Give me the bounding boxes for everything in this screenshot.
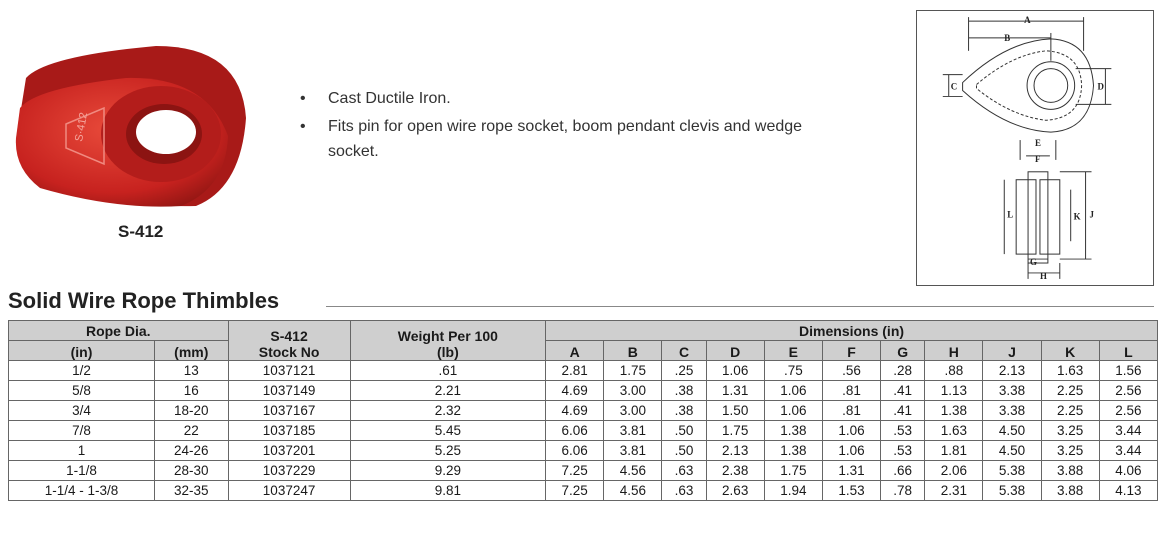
table-cell: 3.25: [1041, 421, 1099, 441]
table-cell: 1037229: [228, 461, 350, 481]
bullet-icon: •: [300, 90, 306, 107]
table-cell: 1.53: [822, 481, 880, 501]
table-cell: .50: [662, 441, 706, 461]
header-dim-e: E: [764, 341, 822, 361]
header-rope-dia: Rope Dia.: [9, 321, 229, 341]
table-cell: .41: [881, 381, 925, 401]
table-cell: 3.44: [1099, 421, 1157, 441]
table-cell: 2.06: [925, 461, 983, 481]
table-cell: 1.06: [764, 381, 822, 401]
diagram-label-b: B: [1004, 32, 1011, 43]
table-cell: 7.25: [546, 481, 604, 501]
table-cell: 1037149: [228, 381, 350, 401]
table-cell: 1.06: [822, 421, 880, 441]
table-cell: 1.38: [925, 401, 983, 421]
table-row: [9, 461, 1158, 481]
diagram-label-k: K: [1073, 211, 1081, 222]
table-cell: 6.06: [546, 441, 604, 461]
diagram-label-e: E: [1035, 138, 1041, 149]
header-dim-a: A: [546, 341, 604, 361]
table-cell: 2.81: [546, 361, 604, 381]
table-cell: 9.81: [350, 481, 545, 501]
table-cell: 5.25: [350, 441, 545, 461]
table-row: [9, 441, 1158, 461]
diagram-label-g: G: [1030, 257, 1037, 268]
table-cell: 1037201: [228, 441, 350, 461]
header-dim-d: D: [706, 341, 764, 361]
table-cell: 7.25: [546, 461, 604, 481]
table-cell: 6.06: [546, 421, 604, 441]
table-cell: 5.38: [983, 481, 1041, 501]
table-cell: .81: [822, 401, 880, 421]
feature-text: Cast Ductile Iron.: [328, 90, 451, 107]
diagram-label-c: C: [950, 81, 958, 92]
feature-text: Fits pin for open wire rope socket, boom pendant clevis and wedge socket.: [328, 118, 803, 160]
table-cell: 3.38: [983, 401, 1041, 421]
header-stock-no: S-412 Stock No: [228, 321, 350, 361]
table-cell: 1.94: [764, 481, 822, 501]
svg-text:S·412: S·412: [73, 111, 91, 143]
table-cell: 5.45: [350, 421, 545, 441]
table-cell: .53: [881, 441, 925, 461]
table-cell: 3.00: [604, 381, 662, 401]
table-cell: 3.38: [983, 381, 1041, 401]
table-cell: 4.56: [604, 461, 662, 481]
table-cell: 1.13: [925, 381, 983, 401]
table-cell: 1.06: [764, 401, 822, 421]
table-cell: 3/4: [9, 401, 155, 421]
table-cell: 3.81: [604, 421, 662, 441]
header-dim-f: F: [822, 341, 880, 361]
diagram-label-f: F: [1035, 153, 1041, 164]
table-cell: 16: [155, 381, 228, 401]
table-cell: 2.25: [1041, 381, 1099, 401]
table-cell: 2.21: [350, 381, 545, 401]
table-cell: 2.13: [706, 441, 764, 461]
title-divider: [326, 306, 1154, 307]
table-row: [9, 421, 1158, 441]
table-cell: .38: [662, 381, 706, 401]
table-row: [9, 361, 1158, 381]
diagram-label-l: L: [1007, 209, 1014, 220]
table-cell: 1.63: [1041, 361, 1099, 381]
feature-item: [300, 114, 820, 164]
table-cell: 1: [9, 441, 155, 461]
table-cell: 1.81: [925, 441, 983, 461]
spec-table: [8, 320, 1158, 501]
table-cell: 3.25: [1041, 441, 1099, 461]
header-dim-g: G: [881, 341, 925, 361]
section-title: Solid Wire Rope Thimbles: [8, 288, 280, 313]
table-cell: .56: [822, 361, 880, 381]
table-cell: 5.38: [983, 461, 1041, 481]
table-cell: 1/2: [9, 361, 155, 381]
product-image: [6, 38, 256, 218]
table-cell: .66: [881, 461, 925, 481]
table-cell: 4.13: [1099, 481, 1157, 501]
table-cell: 2.32: [350, 401, 545, 421]
table-cell: 1-1/8: [9, 461, 155, 481]
table-cell: .61: [350, 361, 545, 381]
table-cell: 2.13: [983, 361, 1041, 381]
table-cell: .25: [662, 361, 706, 381]
table-cell: 2.25: [1041, 401, 1099, 421]
table-cell: 1.06: [822, 441, 880, 461]
table-cell: 1.31: [706, 381, 764, 401]
table-cell: 2.31: [925, 481, 983, 501]
header-weight: Weight Per 100 (lb): [350, 321, 545, 361]
header-dimensions: Dimensions (in): [546, 321, 1158, 341]
table-cell: 4.69: [546, 401, 604, 421]
table-cell: 1.56: [1099, 361, 1157, 381]
table-row: [9, 381, 1158, 401]
table-cell: 1.31: [822, 461, 880, 481]
table-cell: 13: [155, 361, 228, 381]
product-model-label: S-412: [118, 222, 164, 241]
table-cell: 1.06: [706, 361, 764, 381]
table-cell: .63: [662, 481, 706, 501]
feature-item: [300, 86, 820, 111]
diagram-label-d: D: [1097, 81, 1104, 92]
header-dim-b: B: [604, 341, 662, 361]
dimension-diagram: [916, 10, 1154, 286]
table-cell: 2.56: [1099, 401, 1157, 421]
table-cell: 3.44: [1099, 441, 1157, 461]
table-cell: 1-1/4 - 1-3/8: [9, 481, 155, 501]
table-cell: 1037121: [228, 361, 350, 381]
diagram-label-j: J: [1089, 209, 1094, 220]
feature-list: [300, 86, 820, 167]
table-cell: 4.50: [983, 421, 1041, 441]
table-cell: .78: [881, 481, 925, 501]
table-cell: .75: [764, 361, 822, 381]
table-cell: 4.69: [546, 381, 604, 401]
table-cell: 1037247: [228, 481, 350, 501]
table-cell: 3.88: [1041, 481, 1099, 501]
header-mm: (mm): [155, 341, 228, 361]
table-cell: 1.38: [764, 421, 822, 441]
table-cell: 3.00: [604, 401, 662, 421]
table-cell: 22: [155, 421, 228, 441]
table-cell: 18-20: [155, 401, 228, 421]
header-dim-c: C: [662, 341, 706, 361]
table-cell: 3.88: [1041, 461, 1099, 481]
table-cell: 1.63: [925, 421, 983, 441]
table-cell: .81: [822, 381, 880, 401]
header-dim-j: J: [983, 341, 1041, 361]
table-cell: 4.50: [983, 441, 1041, 461]
table-cell: .53: [881, 421, 925, 441]
spec-table-body: [9, 361, 1158, 501]
table-cell: 4.06: [1099, 461, 1157, 481]
table-row: [9, 481, 1158, 501]
table-cell: 9.29: [350, 461, 545, 481]
table-cell: 1.75: [764, 461, 822, 481]
table-row: [9, 401, 1158, 421]
header-dim-h: H: [925, 341, 983, 361]
table-cell: 1037167: [228, 401, 350, 421]
table-cell: .41: [881, 401, 925, 421]
table-cell: .38: [662, 401, 706, 421]
header-dim-k: K: [1041, 341, 1099, 361]
table-cell: .63: [662, 461, 706, 481]
table-cell: 1.38: [764, 441, 822, 461]
table-cell: 5/8: [9, 381, 155, 401]
bullet-icon: •: [300, 118, 306, 135]
table-cell: 2.56: [1099, 381, 1157, 401]
table-cell: .50: [662, 421, 706, 441]
header-in: (in): [9, 341, 155, 361]
table-cell: .28: [881, 361, 925, 381]
table-cell: 4.56: [604, 481, 662, 501]
table-cell: 3.81: [604, 441, 662, 461]
table-cell: 32-35: [155, 481, 228, 501]
table-cell: .88: [925, 361, 983, 381]
diagram-label-a: A: [1024, 15, 1031, 26]
table-cell: 2.63: [706, 481, 764, 501]
table-cell: 28-30: [155, 461, 228, 481]
header-dim-l: L: [1099, 341, 1157, 361]
table-cell: 7/8: [9, 421, 155, 441]
diagram-label-h: H: [1039, 270, 1047, 281]
table-cell: 1.75: [604, 361, 662, 381]
table-cell: 1.50: [706, 401, 764, 421]
table-cell: 2.38: [706, 461, 764, 481]
table-cell: 24-26: [155, 441, 228, 461]
table-cell: 1037185: [228, 421, 350, 441]
table-cell: 1.75: [706, 421, 764, 441]
